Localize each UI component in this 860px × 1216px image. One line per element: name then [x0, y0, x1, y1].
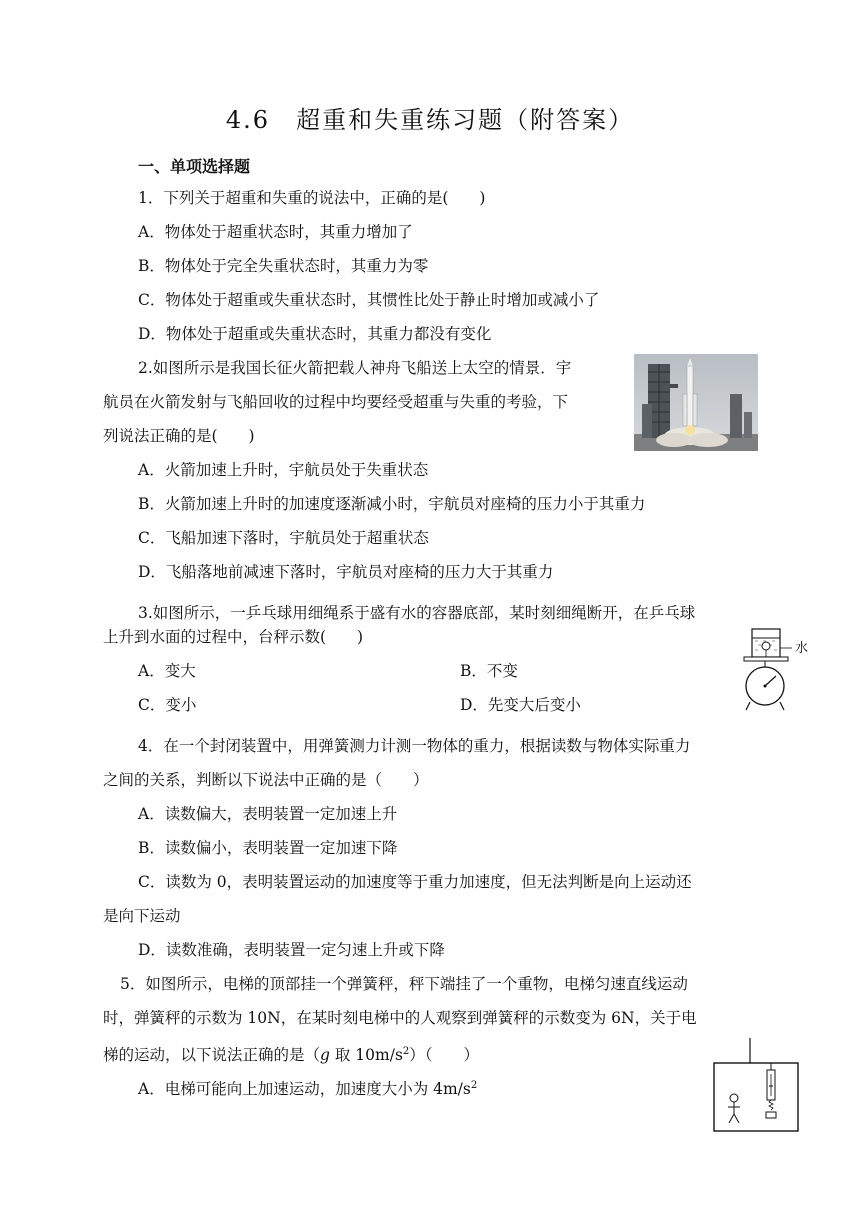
rocket-launch-image — [634, 354, 758, 451]
q2-stem-line1: 2.如图所示是我国长征火箭把载人神舟飞船送上太空的情景．宇 — [138, 359, 572, 377]
q2-option-a: A．火箭加速上升时，宇航员处于失重状态 — [138, 461, 429, 479]
q3-option-c: C．变小 — [138, 696, 197, 714]
q4-option-a: A．读数偏大，表明装置一定加速上升 — [138, 805, 398, 823]
q4-option-c-line1: C．读数为 0，表明装置运动的加速度等于重力加速度，但无法判断是向上运动还 — [138, 873, 692, 891]
q2-option-c: C．飞船加速下落时，宇航员处于超重状态 — [138, 529, 429, 547]
water-label: 水 — [795, 641, 809, 656]
q1-option-b: B．物体处于完全失重状态时，其重力为零 — [138, 257, 429, 275]
q4-option-d: D．读数准确，表明装置一定匀速上升或下降 — [138, 941, 445, 959]
q4-option-b: B．读数偏小，表明装置一定加速下降 — [138, 839, 398, 857]
q4-stem-line1: 4．在一个封闭装置中，用弹簧测力计测一物体的重力，根据读数与物体实际重力 — [138, 737, 691, 755]
q2-option-b: B．火箭加速上升时的加速度逐渐减小时，宇航员对座椅的压力小于其重力 — [138, 495, 646, 513]
q1-option-d: D．物体处于超重或失重状态时，其重力都没有变化 — [138, 325, 492, 343]
q1-option-a: A．物体处于超重状态时，其重力增加了 — [138, 223, 413, 241]
q3-option-b: B．不变 — [460, 662, 518, 680]
elevator-diagram — [712, 1038, 802, 1133]
q1-stem: 1．下列关于超重和失重的说法中，正确的是( ) — [138, 189, 486, 207]
q5-stem-line1: 5．如图所示，电梯的顶部挂一个弹簧秤，秤下端挂了一个重物，电梯匀速直线运动 — [120, 975, 688, 993]
q3-option-d: D．先变大后变小 — [460, 696, 581, 714]
q2-option-d: D．飞船落地前减速下落时，宇航员对座椅的压力大于其重力 — [138, 563, 554, 581]
q5-option-a: A．电梯可能向上加速运动，加速度大小为 $4m/s^2$ — [138, 1080, 478, 1099]
q3-stem-line2: 上升到水面的过程中，台秤示数( ) — [103, 628, 364, 646]
q3-stem-line1: 3.如图所示，一乒乓球用细绳系于盛有水的容器底部，某时刻细绳断开，在乒乓球 — [138, 604, 696, 622]
q5-stem-line3: 梯的运动，以下说法正确的是（g 取 $10m/s^2$）（ ） — [103, 1046, 480, 1065]
q4-stem-line2: 之间的关系，判断以下说法中正确的是（ ） — [103, 771, 429, 789]
q5-stem-line2: 时，弹簧秤的示数为 10N，在某时刻电梯中的人观察到弹簧秤的示数变为 6N，关于电 — [103, 1009, 697, 1027]
q4-option-c-line2: 是向下运动 — [103, 907, 181, 925]
q3-option-a: A．变大 — [138, 662, 196, 680]
section-heading: 一、单项选择题 — [138, 157, 251, 176]
page-title: 4.6 超重和失重练习题（附答案） — [225, 106, 635, 134]
q1-option-c: C．物体处于超重或失重状态时，其惯性比处于静止时增加或减小了 — [138, 291, 600, 309]
q2-stem-line3: 列说法正确的是( ) — [103, 427, 255, 445]
q2-stem-line2: 航员在火箭发射与飞船回收的过程中均要经受超重与失重的考验，下 — [103, 393, 569, 411]
